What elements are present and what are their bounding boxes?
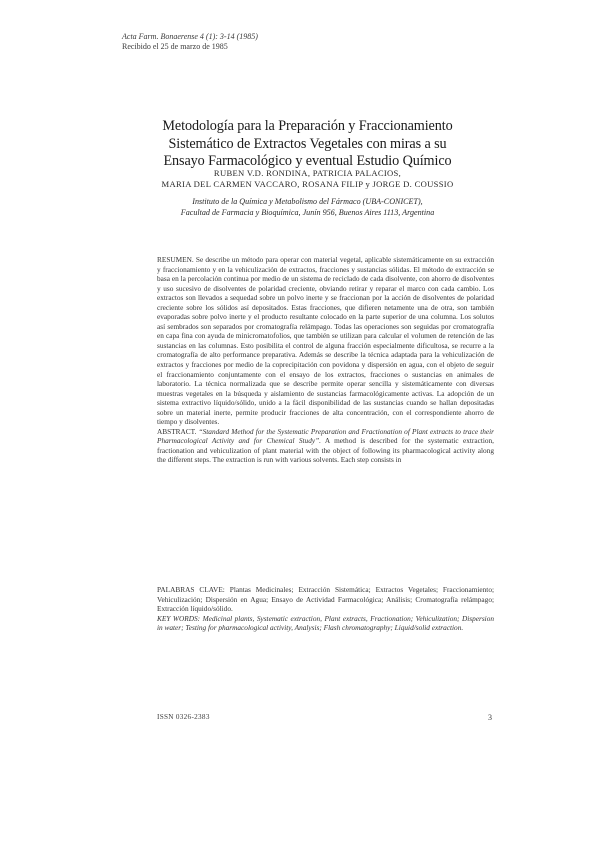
resumen-paragraph <box>157 255 494 427</box>
resumen-label: RESUMEN. <box>157 255 194 264</box>
keywords-spanish-text: Plantas Medicinales; Extracción Sistemática; Extractos Vegetales; Fraccionamiento; Vehiculización; Dispersión en Agua; Ensayo de Actividad Farmacológica; Análisis; Cromatografía relámpago; Extracción líquido/sólido. <box>157 585 494 614</box>
received-date: Recibido el 25 de marzo de 1985 <box>122 42 228 51</box>
title-line-3: Ensayo Farmacológico y eventual Estudio Químico <box>163 153 452 169</box>
journal-citation: Acta Farm. Bonaerense 4 (1): 3-14 (1985) <box>122 32 258 41</box>
page-number: 3 <box>488 713 492 722</box>
keywords-spanish <box>157 585 494 614</box>
affiliation-line-1: Instituto de la Química y Metabolismo del Fármaco (UBA-CONICET), <box>192 197 423 206</box>
abstract-block <box>157 255 494 465</box>
paper-title <box>110 118 505 171</box>
issn-number: ISSN 0326-2383 <box>157 713 210 721</box>
resumen-text: Se describe un método para operar con material vegetal, aplicable sistemáticamente en su extracción y fraccionamiento y en la vehiculización de extractos, fracciones y sustancias sólidas. El método de extracción se basa en la percolación continua por medio de un sistema de reciclado de cada disolvente, con ahorro de disolventes y uso sucesivo de disolventes de polaridad creciente, obviando retirar y reparar el marco con cada cambio. Los extractos son llevados a sequedad sobre un polvo inerte y se fraccionan por la acción de disolventes de polaridad creciente sobre los sólidos así depositados. Estas fracciones, que difieren netamente una de otra, son también evaporadas sobre polvo inerte y el producto resultante colocado en la parte superior de una columna. Los solutos así sembrados son separados por cromatografía relámpago. Todas las operaciones son seguidas por cromatografía en capa fina con ayuda de minicromatofolios, que también se utilizan para calcular el volumen de retención de las sustancias en las columnas. Esto posibilita el control de alguna fracción especialmente dificultosa, se recurre a la cromatografía de alto performance preparativa. Además se describe la técnica adaptada para la vehiculización de extractos y fracciones por medio de la coprecipitación con povidona y dispersión en agua, con el objeto de seguir el fraccionamiento conjuntamente con el ensayo de los extractos, fracciones o sustancias en animales de laboratorio. La técnica normalizada que se describe permite operar sencilla y sistemáticamente con diversas muestras vegetales en la búsqueda y aislamiento de sustancias farmacológicamente activas. La adopción de un sistema extractivo líquido/sólido, unido a la fácil disponibilidad de las sustancias cuando se hallan depositadas sobre un material inerte, permite producir fracciones de alta concentración, con el correspondiente ahorro de tiempo y disolventes. <box>157 255 495 427</box>
title-line-2: Sistemático de Extractos Vegetales con miras a su <box>168 135 447 152</box>
abstract-english-title: “Standard Method for the Systematic Preparation and Fractionation of Plant extracts to trace their Pharmacological Activity and for Chemical Study”. <box>157 426 495 446</box>
keywords-block <box>157 585 494 633</box>
abstract-text: A method is described for the systematic extraction, fractionation and vehiculization of plant material with the object of following its pharmacological activity along the different steps. The extraction is run with various solvents. Each step consists in <box>157 436 494 465</box>
keywords-english-label: KEY WORDS: <box>157 613 201 623</box>
keywords-english-text: Medicinal plants, Systematic extraction, Plant extracts, Fractionation; Vehiculization; Dispersion in water; Testing for pharmacological activity, Analysis; Flash chromatography; Liquid/solid extraction. <box>157 613 494 633</box>
title-line-1: Metodología para la Preparación y Fraccionamiento <box>162 118 453 134</box>
authors-line-1: RUBEN V.D. RONDINA, PATRICIA PALACIOS, <box>213 168 402 178</box>
affiliation <box>110 197 505 218</box>
authors-line-2: MARIA DEL CARMEN VACCARO, ROSANA FILIP y JORGE D. COUSSIO <box>161 178 454 189</box>
keywords-english <box>157 614 494 633</box>
affiliation-line-2: Facultad de Farmacia y Bioquímica, Junín 956, Buenos Aires 1113, Argentina <box>180 207 435 217</box>
journal-header <box>122 32 258 52</box>
author-list <box>110 168 505 189</box>
abstract-label: ABSTRACT. <box>157 426 197 436</box>
keywords-spanish-label: PALABRAS CLAVE: <box>157 585 225 594</box>
abstract-paragraph <box>157 427 494 465</box>
